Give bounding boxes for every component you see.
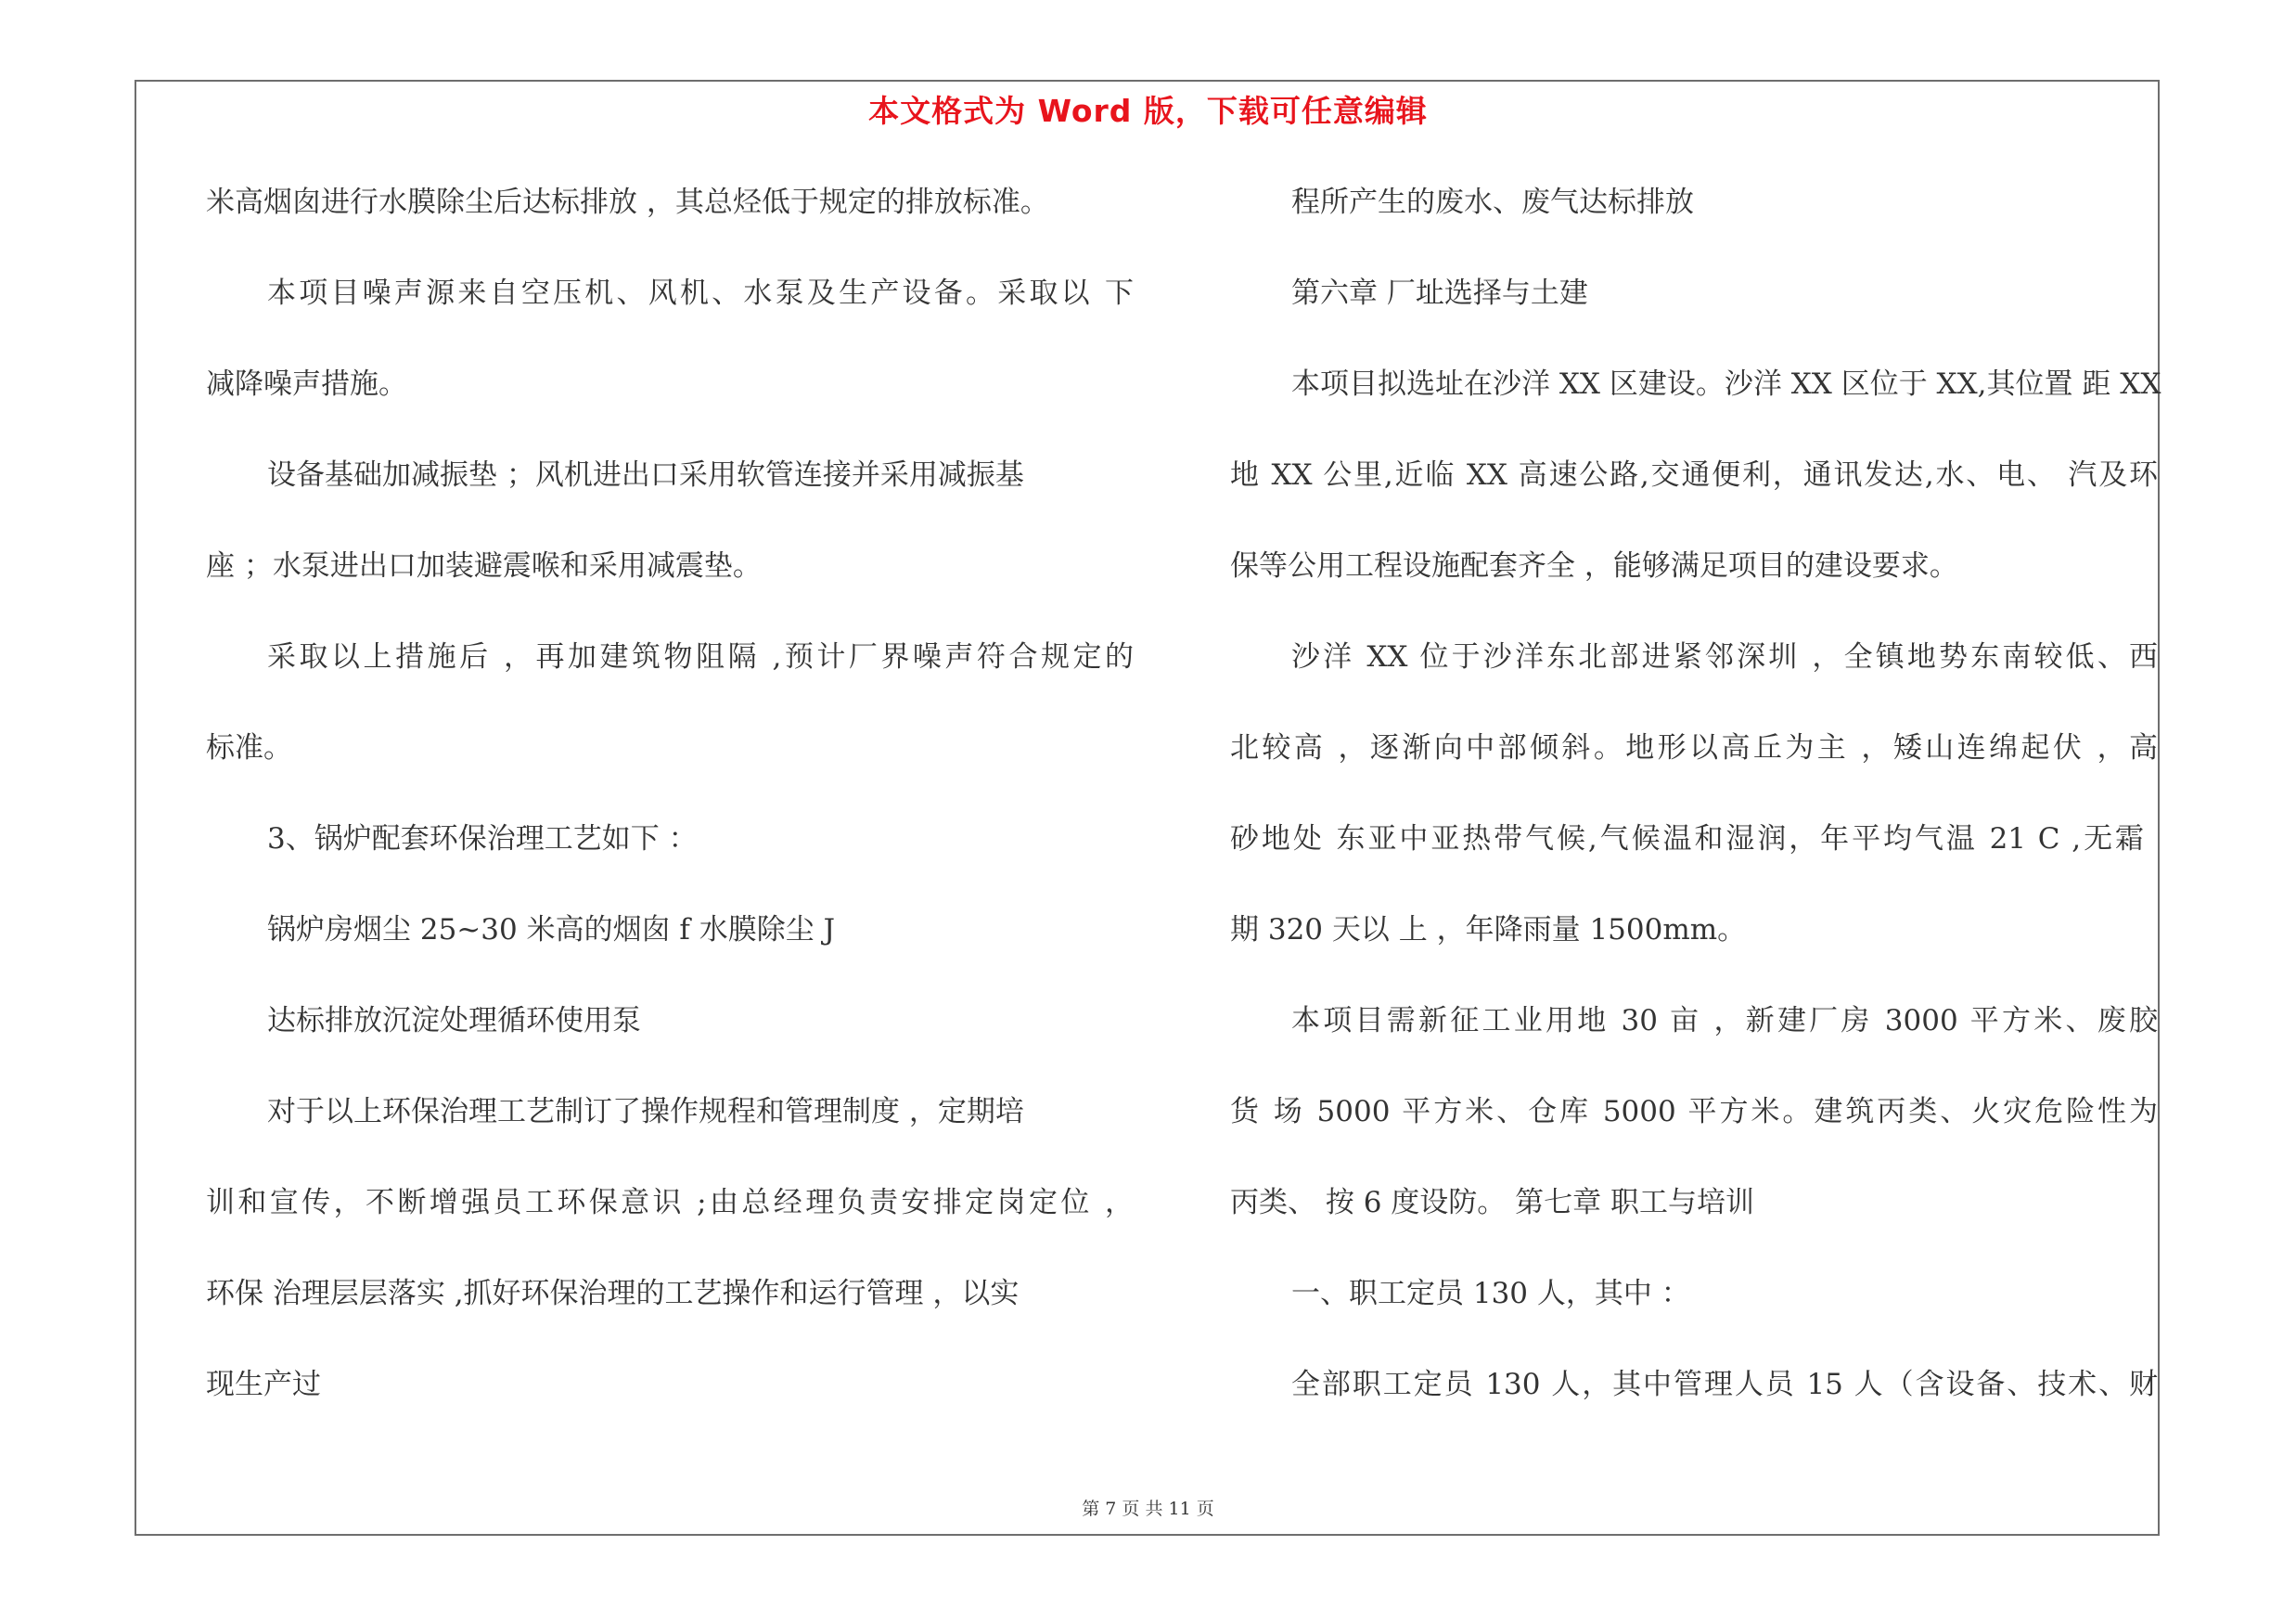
text-line: 沙洋 XX 位于沙洋东北部进紧邻深圳 ，全镇地势东南较低、西 [1291,640,2158,674]
page-number-footer: 第 7 页 共 11 页 [1082,1499,1214,1519]
text-line: 北较高 ，逐渐向中部倾斜。地形以高丘为主 ，矮山连绵起伏 ，高 [1230,731,2158,765]
text-line: 本项目噪声源来自空压机、风机、水泵及生产设备。采取以 下 [267,277,1134,310]
text-line: 3、锅炉配套环保治理工艺如下 ： [267,822,698,856]
text-line: 本项目拟选址在沙洋 XX 区建设。沙洋 XX 区位于 XX,其位置 距 XX [1291,367,2161,401]
text-line: 期 320 天以 上 ，年降雨量 1500mm。 [1230,913,1747,947]
text-line: 保等公用工程设施配套齐全 ，能够满足项目的建设要求。 [1230,549,1958,583]
text-line: 一、职工定员 130 人，其中 ： [1291,1277,1690,1310]
text-line: 对于以上环保治理工艺制订了操作规程和管理制度 ，定期培 [267,1095,1024,1128]
text-line: 丙类、 按 6 度设防。 第七章 职工与培训 [1230,1186,1754,1219]
format-notice-banner: 本文格式为 Word 版，下载可任意编辑 [868,93,1428,129]
text-line: 减降噪声措施。 [206,367,407,401]
text-line: 第六章 厂址选择与土建 [1291,277,1588,310]
text-line: 达标排放沉淀处理循环使用泵 [267,1004,641,1037]
text-line: 砂地处 东亚中亚热带气候,气候温和湿润，年平均气温 21 C ,无霜 [1230,822,2144,856]
text-line: 现生产过 [206,1368,321,1401]
text-line: 标准。 [206,731,292,765]
text-line: 本项目需新征工业用地 30 亩 ，新建厂房 3000 平方米、废胶 [1291,1004,2158,1037]
text-line: 锅炉房烟尘 25~30 米高的烟囱 f 水膜除尘 J [267,913,836,947]
text-line: 程所产生的废水、废气达标排放 [1291,186,1694,219]
text-line: 采取以上措施后 ，再加建筑物阻隔 ,预计厂界噪声符合规定的 [267,640,1134,674]
text-line: 货 场 5000 平方米、仓库 5000 平方米。建筑丙类、火灾危险性为 [1230,1095,2158,1128]
text-line: 座 ；水泵进出口加装避震喉和采用减震垫。 [206,549,762,583]
text-line: 设备基础加减振垫 ；风机进出口采用软管连接并采用减振基 [267,458,1024,492]
text-line: 全部职工定员 130 人，其中管理人员 15 人（含设备、技术、财 [1291,1368,2158,1401]
text-line: 训和宣传，不断增强员工环保意识 ;由总经理负责安排定岗定位 ， [206,1186,1134,1219]
text-line: 米高烟囱进行水膜除尘后达标排放 ，其总烃低于规定的排放标准。 [206,186,1049,219]
text-line: 环保 治理层层落实 ,抓好环保治理的工艺操作和运行管理 ，以实 [206,1277,1020,1310]
text-line: 地 XX 公里,近临 XX 高速公路,交通便利，通讯发达,水、电、 汽及环 [1230,458,2158,492]
